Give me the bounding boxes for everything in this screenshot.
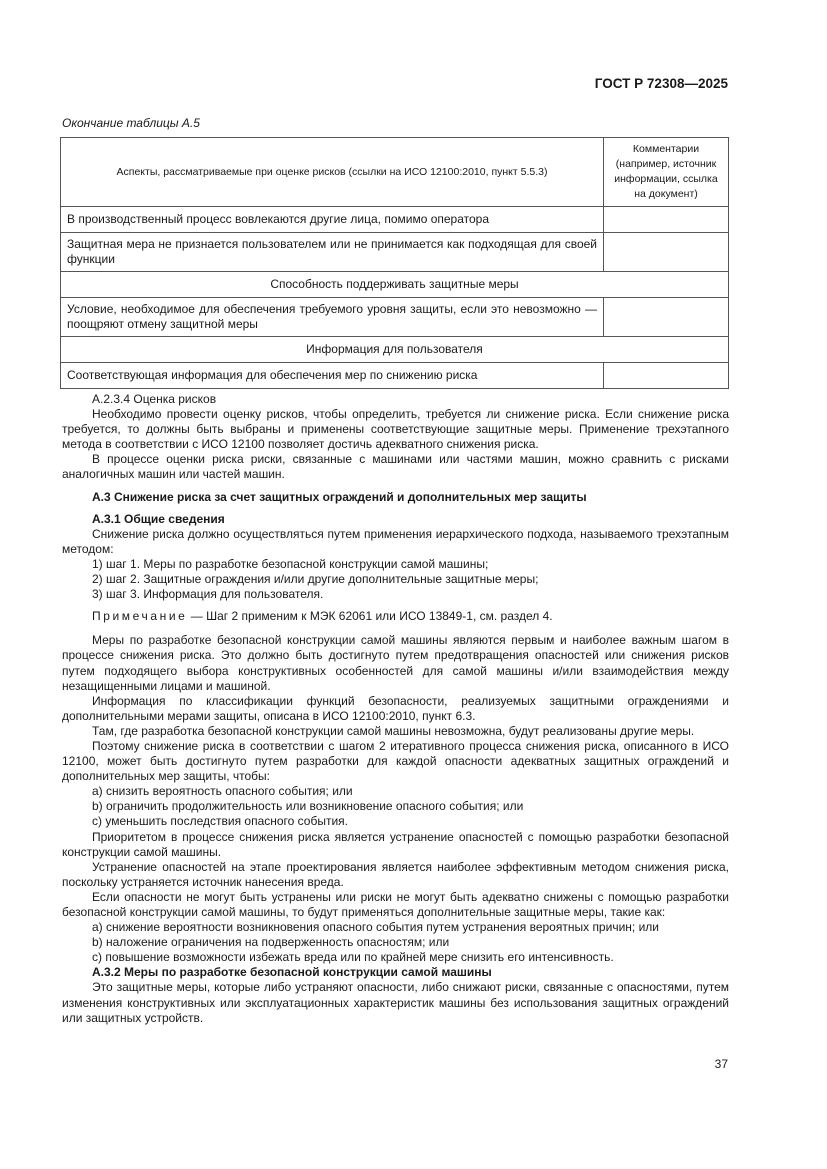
- list-item: b) ограничить продолжительность или возникновение опасного события; или: [92, 799, 524, 814]
- note-label: Примечание: [92, 609, 188, 624]
- table-row: [61, 363, 729, 389]
- document-code: ГОСТ Р 72308—2025: [594, 76, 728, 91]
- subsection-title: А.2.3.4 Оценка рисков: [92, 392, 217, 406]
- list-item: 3) шаг 3. Информация для пользователя.: [92, 587, 324, 602]
- table-row: [61, 298, 729, 337]
- paragraph: Снижение риска должно осуществляться путем применения иерархического подхода, называемого трехэтапным методом:: [62, 526, 729, 556]
- table-cell-empty: [604, 207, 729, 233]
- section-heading: А.3 Снижение риска за счет защитных ограждений и дополнительных мер защиты: [92, 489, 587, 504]
- table-cell-empty: [604, 233, 729, 272]
- table-cell-empty: [604, 363, 729, 389]
- paragraph: Поэтому снижение риска в соответствии с шагом 2 итеративного процесса снижения риска, описанного в ИСО 12100, может быть достигнуто путем разработки для каждой опасности адекватных защитных ограждений и дополнительных мер защиты, чтобы:: [62, 738, 729, 784]
- table-cell: Условие, необходимое для обеспечения требуемого уровня защиты, если это невозможно — поощряют отмену защитной меры: [61, 298, 604, 337]
- paragraph: Если опасности не могут быть устранены или риски не могут быть адекватно снижены с помощью разработки безопасной конструкции самой машины, то будут применяться дополнительные защитные меры, такие как:: [62, 889, 729, 919]
- table-section-row: [61, 272, 729, 298]
- table-cell-empty: [604, 298, 729, 337]
- table-header-row: [61, 138, 729, 207]
- table-header-aspects: Аспекты, рассматриваемые при оценке рисков (ссылки на ИСО 12100:2010, пункт 5.5.3): [61, 138, 604, 207]
- list-item: c) уменьшить последствия опасного события.: [92, 814, 349, 829]
- list-item: c) повышение возможности избежать вреда или по крайней мере снизить его интенсивность.: [92, 950, 614, 965]
- paragraph: Информация по классификации функций безопасности, реализуемых защитными ограждениями и дополнительными мерами защиты, описана в ИСО 12100:2010, пункт 6.3.: [62, 693, 729, 723]
- table-row: [61, 233, 729, 272]
- note: [62, 609, 729, 624]
- paragraph: Меры по разработке безопасной конструкции самой машины являются первым и наиболее важным шагом в процессе снижения риска. Это должно быть достигнуто путем предотвращения опасностей или снижения рисков путем подходящего выбора конструктивных особенностей для самой машины и/или взаимодействия между незащищенными лицами и машиной.: [62, 633, 729, 693]
- risk-assessment-table: [60, 137, 729, 389]
- paragraph: Необходимо провести оценку рисков, чтобы определить, требуется ли снижение риска. Если снижение риска требуется, то должны быть выбраны и применены соответствующие защитные меры. Применение трехэтапного метода в соответствии с ИСО 12100 позволяет достичь адекватного снижения риска.: [62, 407, 729, 452]
- table-row: [61, 207, 729, 233]
- table-caption: Окончание таблицы А.5: [62, 116, 200, 130]
- list-item: b) наложение ограничения на подверженность опасностям; или: [92, 935, 450, 950]
- table-cell: Защитная мера не признается пользователем или не принимается как подходящая для своей функции: [61, 233, 604, 272]
- table-cell: В производственный процесс вовлекаются другие лица, помимо оператора: [61, 207, 604, 233]
- subsection-heading: А.3.1 Общие сведения: [92, 511, 225, 526]
- list-item: 2) шаг 2. Защитные ограждения и/или другие дополнительные защитные меры;: [92, 572, 539, 587]
- subsection-heading: А.3.2 Меры по разработке безопасной конструкции самой машины: [92, 965, 492, 980]
- paragraph: Там, где разработка безопасной конструкции самой машины невозможна, будут реализованы другие меры.: [92, 723, 695, 738]
- note-text: — Шаг 2 применим к МЭК 62061 или ИСО 13849-1, см. раздел 4.: [187, 609, 553, 624]
- table-section-row: [61, 337, 729, 363]
- list-item: a) снизить вероятность опасного события; или: [92, 784, 353, 799]
- table-header-comments: Комментарии (например, источник информации, ссылка на документ): [604, 138, 729, 207]
- paragraph: В процессе оценки риска риски, связанные с машинами или частями машин, можно сравнить с рисками аналогичных машин или частей машин.: [62, 452, 729, 482]
- table-section-title: Способность поддерживать защитные меры: [61, 272, 729, 298]
- paragraph: Это защитные меры, которые либо устраняют опасности, либо снижают риски, связанные с опасностями, путем изменения конструктивных или эксплуатационных характеристик машины без использования защитных ограждений или защитных устройств.: [62, 980, 729, 1025]
- document-body: [62, 392, 729, 1026]
- paragraph: Приоритетом в процессе снижения риска является устранение опасностей с помощью разработки безопасной конструкции самой машины.: [62, 829, 729, 859]
- page-number: 37: [714, 1057, 728, 1071]
- table-section-title: Информация для пользователя: [61, 337, 729, 363]
- paragraph: Устранение опасностей на этапе проектирования является наиболее эффективным методом снижения риска, поскольку устраняется источник нанесения вреда.: [62, 859, 729, 889]
- table-cell: Соответствующая информация для обеспечения мер по снижению риска: [61, 363, 604, 389]
- list-item: 1) шаг 1. Меры по разработке безопасной конструкции самой машины;: [92, 556, 489, 571]
- list-item: a) снижение вероятности возникновения опасного события путем устранения вероятных причин; или: [92, 920, 659, 935]
